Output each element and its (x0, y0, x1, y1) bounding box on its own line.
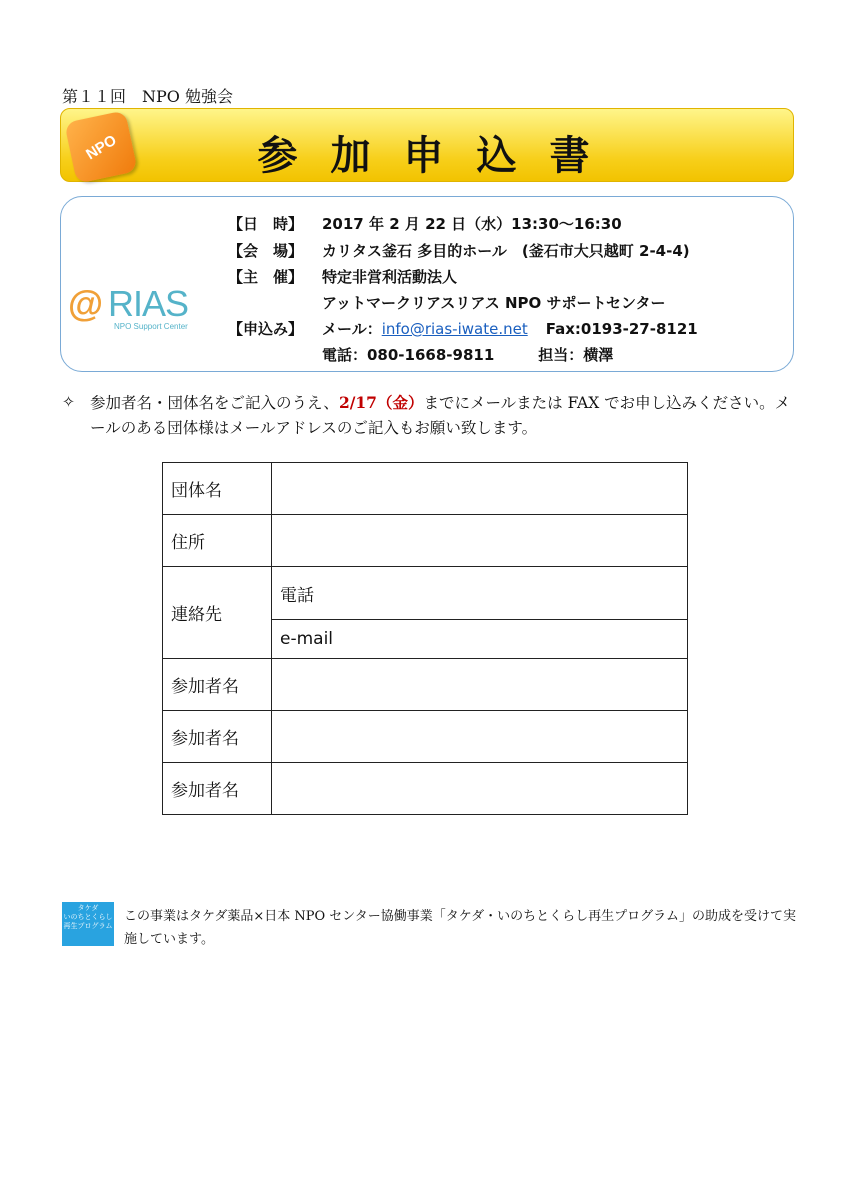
npo-badge-text: NPO (82, 131, 120, 163)
email-link[interactable]: info@rias-iwate.net (381, 320, 528, 338)
notice-text-after: までにメールまたは FAX でお申し込みください。メールのある団体様はメールアドレスのご記入もお願い致します。 (90, 394, 791, 437)
rias-logo-name: RIAS (108, 283, 189, 324)
info-label: 【会 場】 (228, 242, 304, 260)
org-label: 団体名 (163, 463, 272, 515)
phone-input[interactable] (272, 567, 688, 620)
notice (62, 390, 792, 441)
address-label: 住所 (163, 515, 272, 567)
rias-logo-at: @ (68, 283, 104, 324)
fax-number: Fax:0193-27-8121 (545, 320, 698, 338)
org-input[interactable] (272, 463, 688, 515)
info-row-phone (228, 344, 613, 365)
info-value: アットマークリアスリアス NPO サポートセンター (322, 294, 666, 312)
info-row-organizer-name (228, 292, 665, 313)
rias-logo-sub: NPO Support Center (114, 322, 188, 331)
contact-label: 連絡先 (163, 567, 272, 659)
email-label: e-mail (280, 629, 334, 649)
takeda-program-logo (62, 902, 114, 946)
logo-line: いのちとくらし (63, 913, 113, 921)
address-input[interactable] (272, 515, 688, 567)
info-label: 【申込み】 (228, 320, 304, 338)
session-label: 第１１回 NPO 勉強会 (62, 87, 233, 106)
info-label: 【日 時】 (228, 215, 304, 233)
footer-note: この事業はタケダ薬品×日本 NPO センター協働事業「タケダ・いのちとくらし再生プログラム」の助成を受けて実施しています。 (124, 909, 796, 947)
notice-text-before: 参加者名・団体名をご記入のうえ、 (90, 394, 339, 412)
participant-input[interactable] (272, 711, 688, 763)
email-input[interactable] (272, 620, 688, 659)
info-value: カリタス釜石 多目的ホール (釜石市大只越町 2-4-4) (322, 242, 690, 260)
page-title: 参加申込書 (257, 133, 623, 179)
phone-label: 電話 (280, 585, 314, 606)
deadline: 2/17（金） (338, 393, 424, 412)
info-value: 特定非営利活動法人 (322, 268, 458, 286)
participant-input[interactable] (272, 763, 688, 815)
bullet-icon: ✧ (62, 393, 75, 411)
logo-line: 再生プログラム (63, 922, 113, 930)
info-row-apply (228, 318, 698, 339)
participant-label: 参加者名 (163, 711, 272, 763)
info-row-datetime (228, 213, 622, 234)
participant-label: 参加者名 (163, 659, 272, 711)
mail-label: メール： (322, 320, 382, 338)
contact-person: 担当：横澤 (538, 346, 614, 364)
logo-line: タケダ (77, 904, 99, 912)
phone-number: 電話：080-1668-9811 (322, 346, 495, 364)
info-row-venue (228, 240, 690, 261)
participant-input[interactable] (272, 659, 688, 711)
info-row-organizer (228, 266, 457, 287)
npo-badge-icon (64, 110, 138, 184)
application-form (162, 462, 688, 815)
participant-label: 参加者名 (163, 763, 272, 815)
info-label: 【主 催】 (228, 268, 304, 286)
info-value: 2017 年 2 月 22 日（水）13:30〜16:30 (322, 215, 622, 233)
